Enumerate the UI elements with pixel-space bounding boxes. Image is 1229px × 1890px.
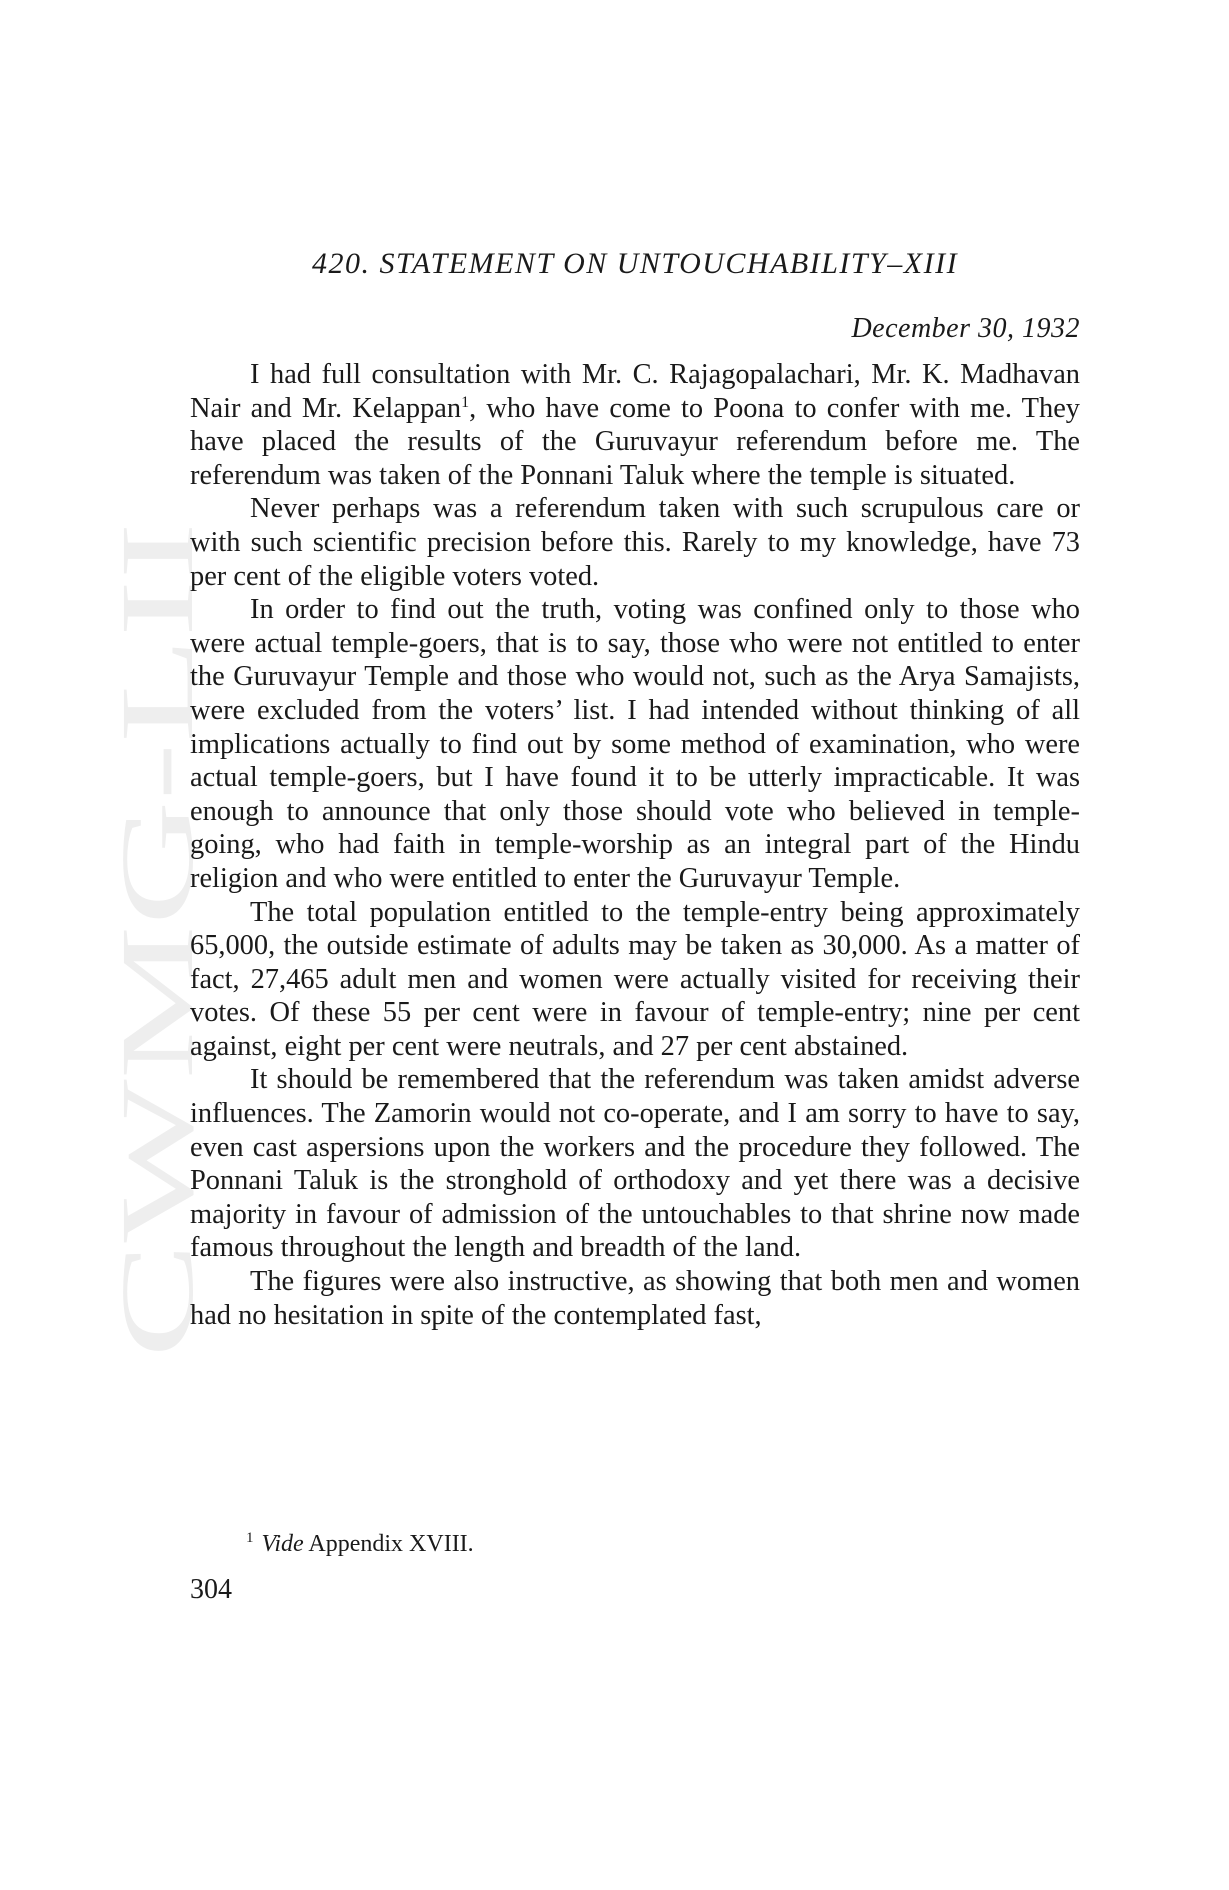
footnote-mark: 1 (246, 1530, 254, 1546)
paragraph-4: The total population entitled to the temple-entry being approximately 65,000, the outside estimate of adults may be taken as 30,000. As a matter of fact, 27,465 adult men and women were actually visited for receiving their votes. Of these 55 per cent were in favour of temple-entry; nine per cent against, eight per cent were neutrals, and 27 per cent abstained. (190, 896, 1080, 1062)
footnote-reference: 1 (461, 393, 470, 411)
document-date: December 30, 1932 (851, 313, 1080, 344)
watermark-text: CWMG-LII (100, 855, 215, 1358)
paragraph-1-text-continued: , who have come to Poona to confer with me. They have placed the results of the Guruvayur referendum before me. The referendum was taken of the Ponnani Taluk where the temple is situated. (190, 392, 1080, 491)
body-text (190, 358, 1080, 1332)
chapter-title: 420. STATEMENT ON UNTOUCHABILITY–XIII (311, 247, 959, 280)
paragraph-2: Never perhaps was a referendum taken with such scrupulous care or with such scientific precision before this. Rarely to my knowledge, have 73 per cent of the eligible voters voted. (190, 493, 1080, 592)
paragraph-1-text: I had full consultation with Mr. C. Rajagopalachari, Mr. K. Madhavan Nair and Mr. Kelappan (190, 359, 1080, 424)
footnote-vide: Vide (261, 1531, 304, 1557)
footnote (246, 1530, 474, 1558)
footnote-text: Appendix XVIII. (303, 1531, 474, 1557)
page-number: 304 (190, 1574, 232, 1605)
paragraph-3: In order to find out the truth, voting was confined only to those who were actual temple-goers, that is to say, those who were not entitled to enter the Guruvayur Temple and those who would not, such as the Arya Samajists, were excluded from the voters’ list. I had intended without thinking of all implications actually to find out by some method of examination, who were actual temple-goers, but I have found it to be utterly impracticable. It was enough to announce that only those should vote who believed in temple-going, who had faith in temple-worship as an integral part of the Hindu religion and who were entitled to enter the Guruvayur Temple. (190, 594, 1080, 894)
paragraph-6: The figures were also instructive, as showing that both men and women had no hesitation in spite of the contemplated fast, (190, 1266, 1080, 1331)
paragraph-5: It should be remembered that the referendum was taken amidst adverse influences. The Zamorin would not co-operate, and I am sorry to have to say, even cast aspersions upon the workers and the procedure they followed. The Ponnani Taluk is the stronghold of orthodoxy and yet there was a decisive majority in favour of admission of the untouchables to that shrine now made famous throughout the length and breadth of the land. (190, 1064, 1080, 1264)
paragraph-1 (190, 358, 1080, 492)
